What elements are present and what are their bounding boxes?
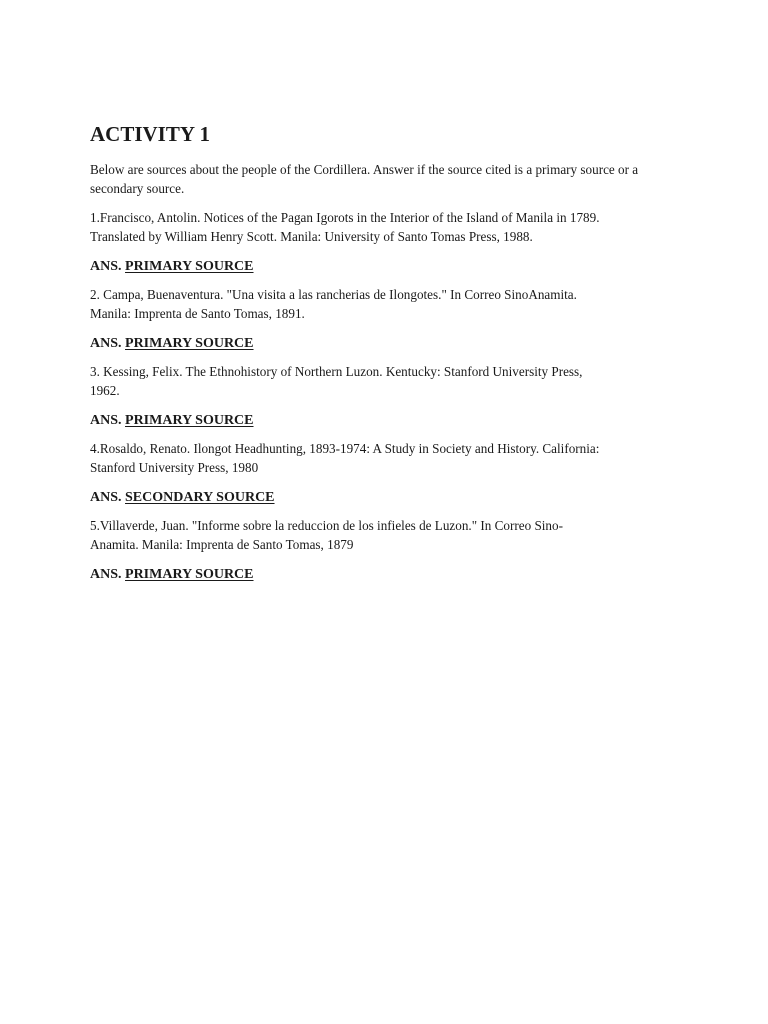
intro-paragraph: Below are sources about the people of the Cordillera. Answer if the source cited is a primary source or a secondary source. [90, 163, 639, 197]
citation-3 [90, 363, 692, 401]
answer-value: PRIMARY SOURCE [125, 336, 254, 351]
answer-1 [90, 257, 690, 276]
citation-1 [90, 209, 692, 247]
answer-4 [90, 488, 690, 507]
page-title: ACTIVITY 1 [90, 122, 210, 146]
answer-value: PRIMARY SOURCE [125, 259, 254, 274]
answer-2 [90, 334, 690, 353]
answer-value: SECONDARY SOURCE [125, 490, 275, 505]
document-page [90, 120, 690, 594]
answer-prefix: ANS. [90, 336, 122, 351]
citation-4 [90, 440, 692, 478]
answer-5 [90, 565, 690, 584]
citation-line: 1.Francisco, Antolin. Notices of the Pagan Igorots in the Interior of the Island of Manila in 1789. [90, 211, 600, 226]
answer-3 [90, 411, 690, 430]
citation-line: Anamita. Manila: Imprenta de Santo Tomas, 1879 [90, 538, 354, 553]
answer-prefix: ANS. [90, 413, 122, 428]
citation-line: 2. Campa, Buenaventura. "Una visita a las rancherias de Ilongotes." In Correo SinoAnamita. [90, 288, 577, 303]
citation-5 [90, 517, 692, 555]
citation-2 [90, 286, 692, 324]
answer-prefix: ANS. [90, 259, 122, 274]
citation-line: 3. Kessing, Felix. The Ethnohistory of Northern Luzon. Kentucky: Stanford University Press, [90, 365, 583, 380]
citation-line: 4.Rosaldo, Renato. Ilongot Headhunting, 1893-1974: A Study in Society and History. California: [90, 442, 600, 457]
citation-line: Manila: Imprenta de Santo Tomas, 1891. [90, 307, 305, 322]
answer-prefix: ANS. [90, 567, 122, 582]
citation-line: Translated by William Henry Scott. Manila: University of Santo Tomas Press, 1988. [90, 230, 533, 245]
citation-line: 5.Villaverde, Juan. "Informe sobre la reduccion de los infieles de Luzon." In Correo Sino- [90, 519, 563, 534]
citation-line: 1962. [90, 384, 120, 399]
answer-value: PRIMARY SOURCE [125, 413, 254, 428]
citation-line: Stanford University Press, 1980 [90, 461, 259, 476]
answer-value: PRIMARY SOURCE [125, 567, 254, 582]
answer-prefix: ANS. [90, 490, 122, 505]
